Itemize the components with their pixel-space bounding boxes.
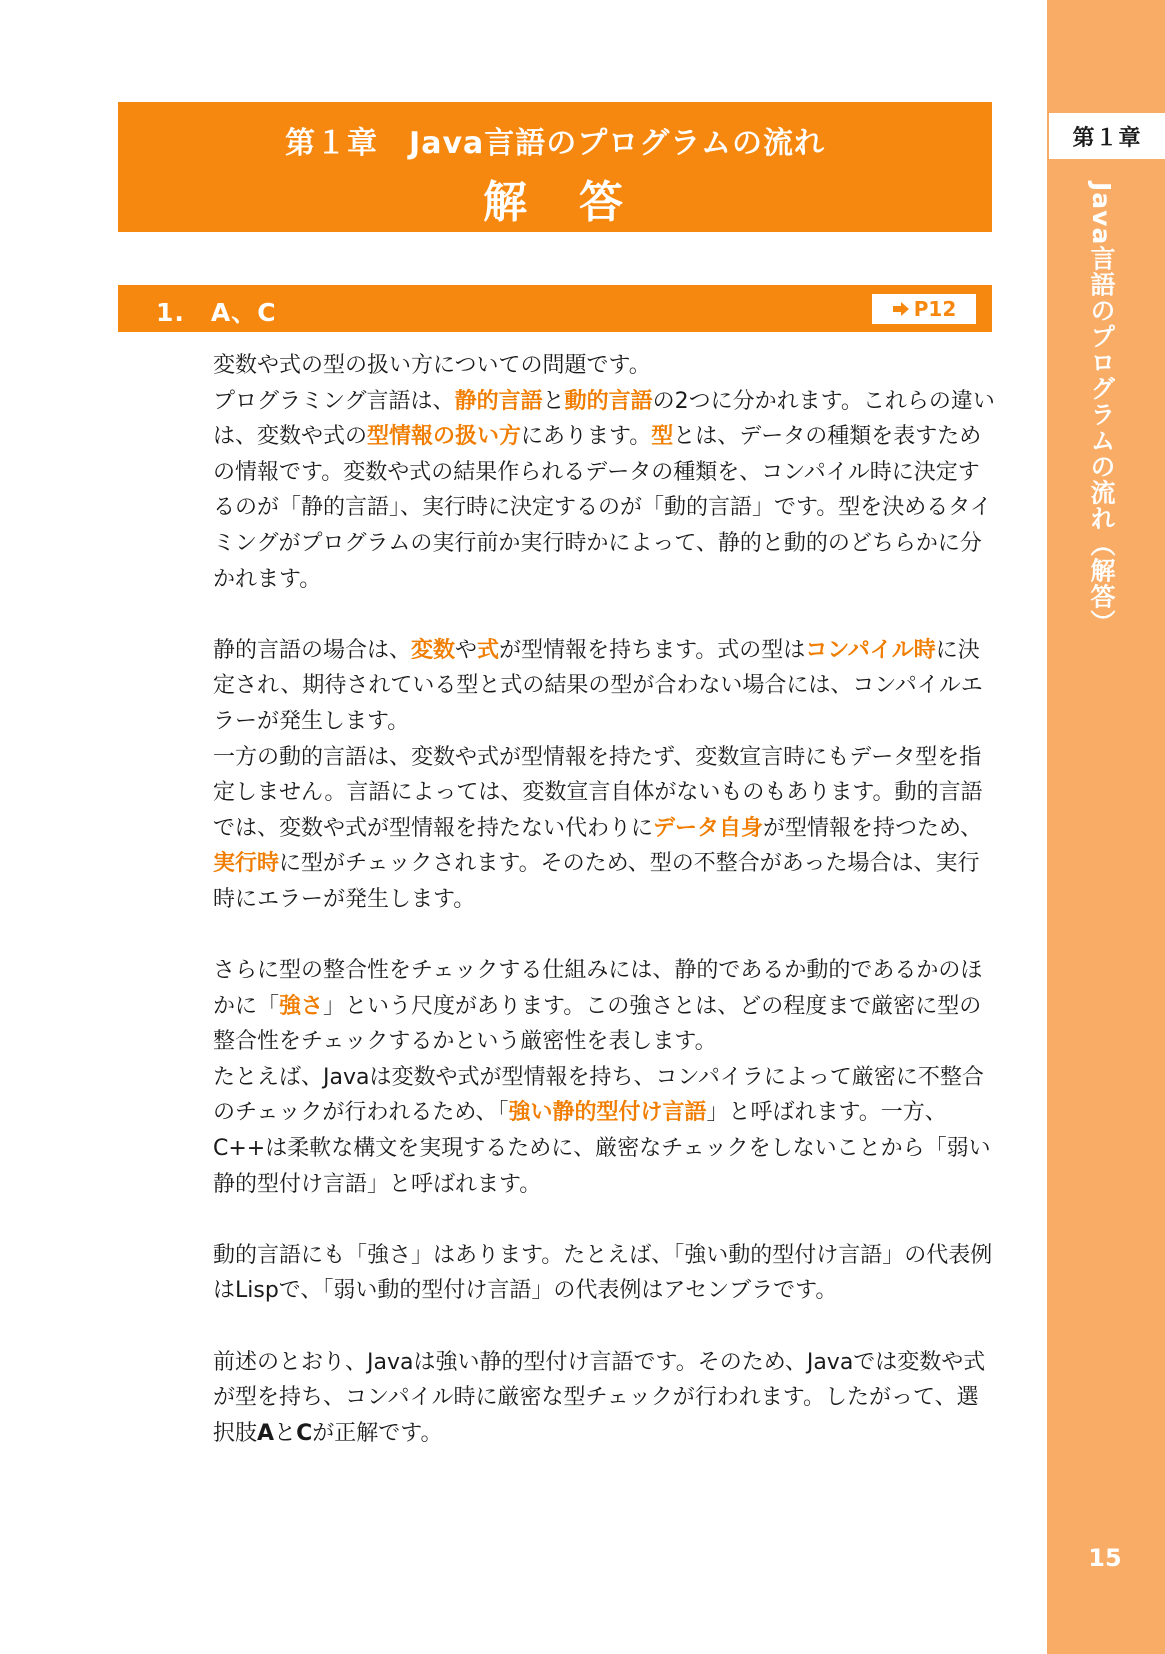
- paragraph-conclusion: 前述のとおり、Javaは強い静的型付け言語です。そのため、Javaでは変数や式が型を持ち、コンパイル時に厳密な型チェックが行われます。したがって、選択肢AとCが正解です。: [213, 1349, 986, 1446]
- highlight-type: 型: [651, 424, 674, 450]
- highlight-static-language: 静的言語: [454, 388, 543, 414]
- question-answer-title: 1. A、C: [156, 298, 277, 327]
- highlight-data-itself: データ自身: [653, 815, 764, 841]
- chapter-title: 第１章 Java言語のプログラムの流れ: [285, 126, 825, 161]
- highlight-expression: 式: [477, 637, 500, 663]
- highlight-strong-static-typing: 強い静的型付け言語: [508, 1100, 707, 1126]
- chapter-header: [118, 102, 992, 232]
- answer-choice-c: C: [296, 1420, 313, 1446]
- highlight-compile-time: コンパイル時: [805, 637, 936, 663]
- highlight-strength: 強さ: [279, 993, 324, 1019]
- highlight-type-handling: 型情報の扱い方: [367, 424, 522, 450]
- answer-heading: 解 答: [483, 177, 627, 228]
- highlight-variable: 変数: [411, 637, 456, 663]
- paragraph-java-cpp: たとえば、Javaは変数や式が型情報を持ち、コンパイラによって厳密に不整合のチェックが行われるため、「強い静的型付け言語」と呼ばれます。一方、C++は柔軟な構文を実現するために、厳密なチェックをしないことから「弱い静的型付け言語」と呼ばれます。: [213, 1064, 991, 1197]
- highlight-dynamic-language: 動的言語: [564, 388, 653, 414]
- side-chapter-label: 第１章: [1049, 113, 1165, 159]
- arrow-right-icon: [892, 301, 910, 317]
- side-chapter-title: Java言語のプログラムの流れ（解答）: [1087, 182, 1116, 636]
- page-number: 15: [1088, 1544, 1122, 1572]
- paragraph-dynamic-strength: 動的言語にも「強さ」はあります。たとえば、「強い動的型付け言語」の代表例はLispで、「弱い動的型付け言語」の代表例はアセンブラです。: [213, 1242, 993, 1304]
- highlight-runtime: 実行時: [213, 851, 280, 877]
- question-answer-bar: [118, 285, 992, 332]
- answer-choice-a: A: [257, 1420, 275, 1446]
- paragraph-static-dynamic: プログラミング言語は、静的言語と動的言語の2つに分かれます。これらの違いは、変数や式の型情報の扱い方にあります。型とは、データの種類を表すための情報です。変数や式の結果作られるデータの種類を、コンパイル時に決定するのが「静的言語」、実行時に決定するのが「動的言語」です。型を決めるタイミングがプログラムの実行前か実行時かによって、静的と動的のどちらかに分かれます。: [213, 388, 995, 592]
- page-reference-label: P12: [913, 297, 957, 321]
- answer-explanation: [213, 348, 996, 1451]
- paragraph-static-language: 静的言語の場合は、変数や式が型情報を持ちます。式の型はコンパイル時に決定され、期待されている型と式の結果の型が合わない場合には、コンパイルエラーが発生します。: [213, 637, 983, 734]
- paragraph-dynamic-language: 一方の動的言語は、変数や式が型情報を持たず、変数宣言時にもデータ型を指定しません。言語によっては、変数宣言自体がないものもあります。動的言語では、変数や式が型情報を持たない代わりにデータ自身が型情報を持つため、実行時に型がチェックされます。そのため、型の不整合があった場合は、実行時にエラーが発生します。: [213, 744, 983, 912]
- paragraph-intro: 変数や式の型の扱い方についての問題です。: [213, 353, 651, 378]
- page-reference: [872, 294, 976, 324]
- paragraph-strength: さらに型の整合性をチェックする仕組みには、静的であるか動的であるかのほかに「強さ」という尺度があります。この強さとは、どの程度まで厳密に型の整合性をチェックするかという厳密性を表します。: [213, 958, 983, 1055]
